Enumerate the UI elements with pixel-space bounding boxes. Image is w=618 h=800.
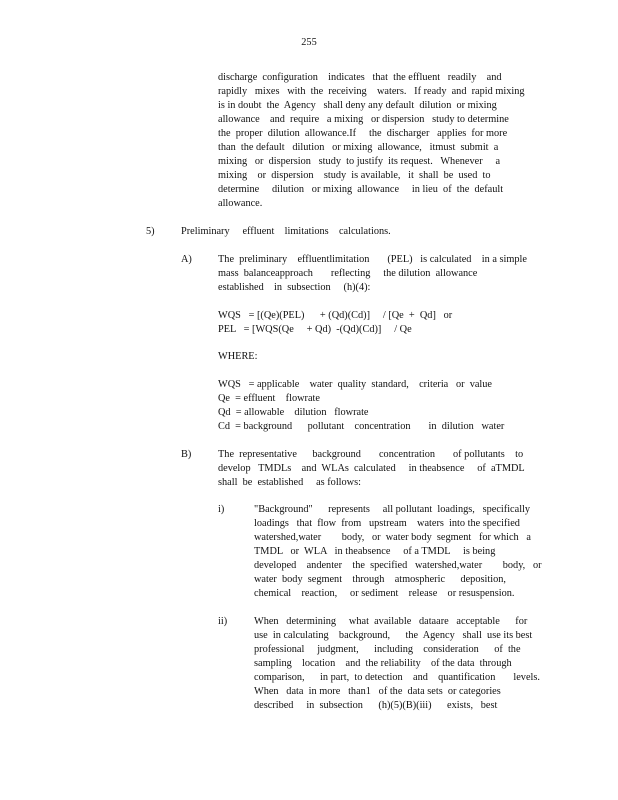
text-line: developed andenter the specified watershed,water body, or [254,560,542,571]
text-line: When determining what available dataare acceptable for [254,616,528,627]
section-number: 5) [146,226,155,237]
text-line: comparison, in part, to detection and quantification levels. [254,672,540,683]
text-line: The representative background concentration of pollutants to [218,449,524,460]
definition-item: Qd = allowable dilution flowrate [218,407,369,418]
definition-item: Cd = background pollutant concentration in dilution water [218,421,505,432]
subsection-label: B) [181,449,192,460]
page-number: 255 [301,37,317,48]
section-title: Preliminary effluent limitations calculations. [181,226,391,237]
text-line: use in calculating background, the Agency shall use its best [254,630,533,641]
text-line: is in doubt the Agency shall deny any default dilution or mixing [218,100,497,111]
text-line: chemical reaction, or sediment release or resuspension. [254,588,515,599]
subsection-label: A) [181,254,192,265]
text-line: develop TMDLs and WLAs calculated in theabsence of aTMDL [218,463,525,474]
text-line: the proper dilution allowance.If the discharger applies for more [218,128,508,139]
text-line: mixing or dispersion study to justify its request. Whenever a [218,156,501,167]
item-label: ii) [218,616,228,627]
text-line: The preliminary effluentlimitation (PEL) is calculated in a simple [218,254,527,265]
text-line: determine dilution or mixing allowance in lieu of the default [218,184,504,195]
formula-line: PEL = [WQS(Qe + Qd) -(Qd)(Cd)] / Qe [218,324,412,335]
text-line: water body segment through atmospheric deposition, [254,574,506,585]
definition-item: Qe = effluent flowrate [218,393,320,404]
where-heading: WHERE: [218,351,258,362]
text-line: mixing or dispersion study is available, it shall be used to [218,170,491,181]
text-line: When data in more than1 of the data sets or categories [254,686,501,697]
text-line: shall be established as follows: [218,477,361,488]
text-line: than the default dilution or mixing allowance, itmust submit a [218,142,499,153]
text-line: allowance. [218,198,263,209]
text-line: discharge configuration indicates that the effluent readily and [218,72,502,83]
text-line: loadings that flow from upstream waters into the specified [254,518,520,529]
text-line: mass balanceapproach reflecting the dilution allowance [218,268,478,279]
text-line: established in subsection (h)(4): [218,282,371,293]
text-line: "Background" represents all pollutant loadings, specifically [254,504,531,515]
text-line: described in subsection (h)(5)(B)(iii) exists, best [254,700,498,711]
text-line: TMDL or WLA in theabsence of a TMDL is being [254,546,496,557]
text-line: rapidly mixes with the receiving waters. If ready and rapid mixing [218,86,525,97]
text-line: allowance and require a mixing or dispersion study to determine [218,114,509,125]
formula-line: WQS = [(Qe)(PEL) + (Qd)(Cd)] / [Qe + Qd] or [218,310,453,321]
definition-item: WQS = applicable water quality standard, criteria or value [218,379,493,390]
text-line: watershed,water body, or water body segment for which a [254,532,531,543]
text-line: professional judgment, including consideration of the [254,644,521,655]
text-line: sampling location and the reliability of the data through [254,658,512,669]
item-label: i) [218,504,225,515]
